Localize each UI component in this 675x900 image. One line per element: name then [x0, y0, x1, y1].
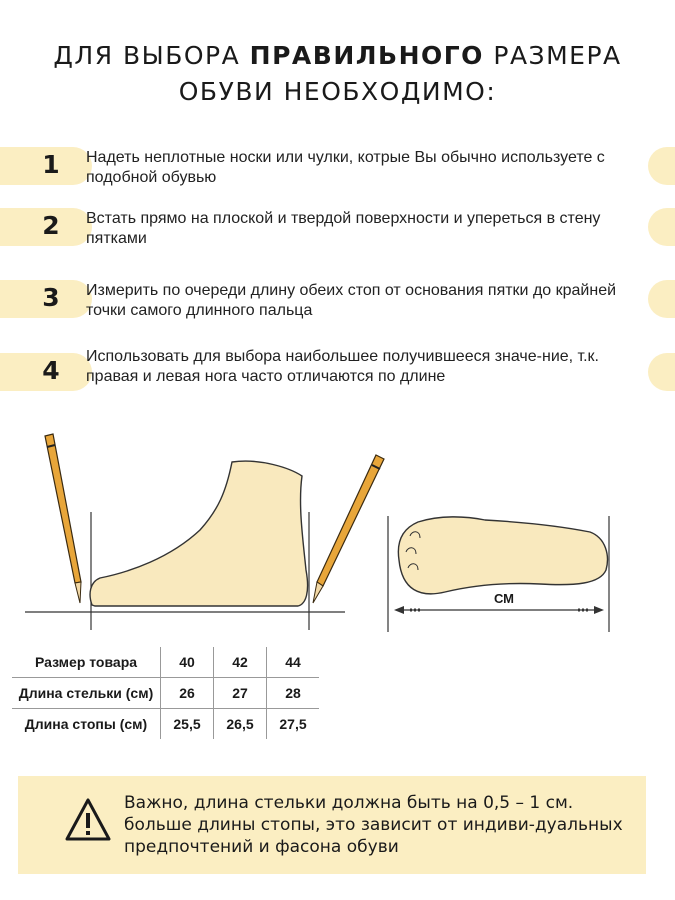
step-4-number: 4	[42, 356, 60, 385]
foot-top-shape	[398, 517, 607, 594]
table-cell: 44	[267, 647, 320, 678]
step-3-badge	[0, 280, 92, 318]
measure-label: СМ	[493, 591, 515, 606]
right-pencil-icon	[313, 455, 384, 603]
step-2-right-tab	[648, 208, 675, 246]
table-cell: 26,5	[214, 709, 267, 740]
step-3-right-tab	[648, 280, 675, 318]
page-title	[0, 38, 675, 110]
step-1-badge	[0, 147, 92, 185]
row-label: Длина стопы (см)	[12, 709, 161, 740]
step-1-right-tab	[648, 147, 675, 185]
table-row	[12, 647, 319, 678]
table-cell: 40	[161, 647, 214, 678]
step-1-text: Надеть неплотные носки или чулки, котрые Вы обычно используете с подобной обувью	[86, 149, 605, 186]
row-label: Длина стельки (см)	[12, 678, 161, 709]
table-cell: 28	[267, 678, 320, 709]
step-2-text: Встать прямо на плоской и твердой поверхности и упереться в стену пятками	[86, 210, 601, 247]
title-part2: РАЗМЕРА	[483, 41, 622, 70]
note-text: Важно, длина стельки должна быть на 0,5 – 1 см. больше длины стопы, это зависит от индиви-дуальных предпочтений и фасона обуви	[124, 793, 623, 857]
table-cell: 25,5	[161, 709, 214, 740]
table-row	[12, 709, 319, 740]
table-row	[12, 678, 319, 709]
foot-measure-illustration	[0, 425, 675, 640]
table-cell: 26	[161, 678, 214, 709]
title-emphasis: ПРАВИЛЬНОГО	[249, 41, 484, 70]
step-1-number: 1	[42, 150, 60, 179]
step-4-text: Использовать для выбора наибольшее получившееся значе-ние, т.к. правая и левая нога часто отличаются по длине	[86, 348, 599, 385]
foot-side-shape	[90, 461, 308, 606]
size-table	[12, 647, 319, 739]
step-2-number: 2	[42, 211, 60, 240]
step-3-number: 3	[42, 283, 60, 312]
step-4-right-tab	[648, 353, 675, 391]
left-pencil-icon	[45, 434, 81, 603]
title-part1: ДЛЯ ВЫБОРА	[53, 41, 250, 70]
step-3-text: Измерить по очереди длину обеих стоп от основания пятки до крайней точки самого длинного пальца	[86, 282, 617, 319]
step-4-badge	[0, 353, 92, 391]
table-cell: 27	[214, 678, 267, 709]
title-line2: ОБУВИ НЕОБХОДИМО:	[178, 77, 497, 106]
warning-icon	[64, 796, 112, 844]
row-label: Размер товара	[34, 654, 138, 670]
step-2-badge	[0, 208, 92, 246]
important-note	[18, 776, 646, 874]
table-cell: 27,5	[267, 709, 320, 740]
table-cell: 42	[214, 647, 267, 678]
